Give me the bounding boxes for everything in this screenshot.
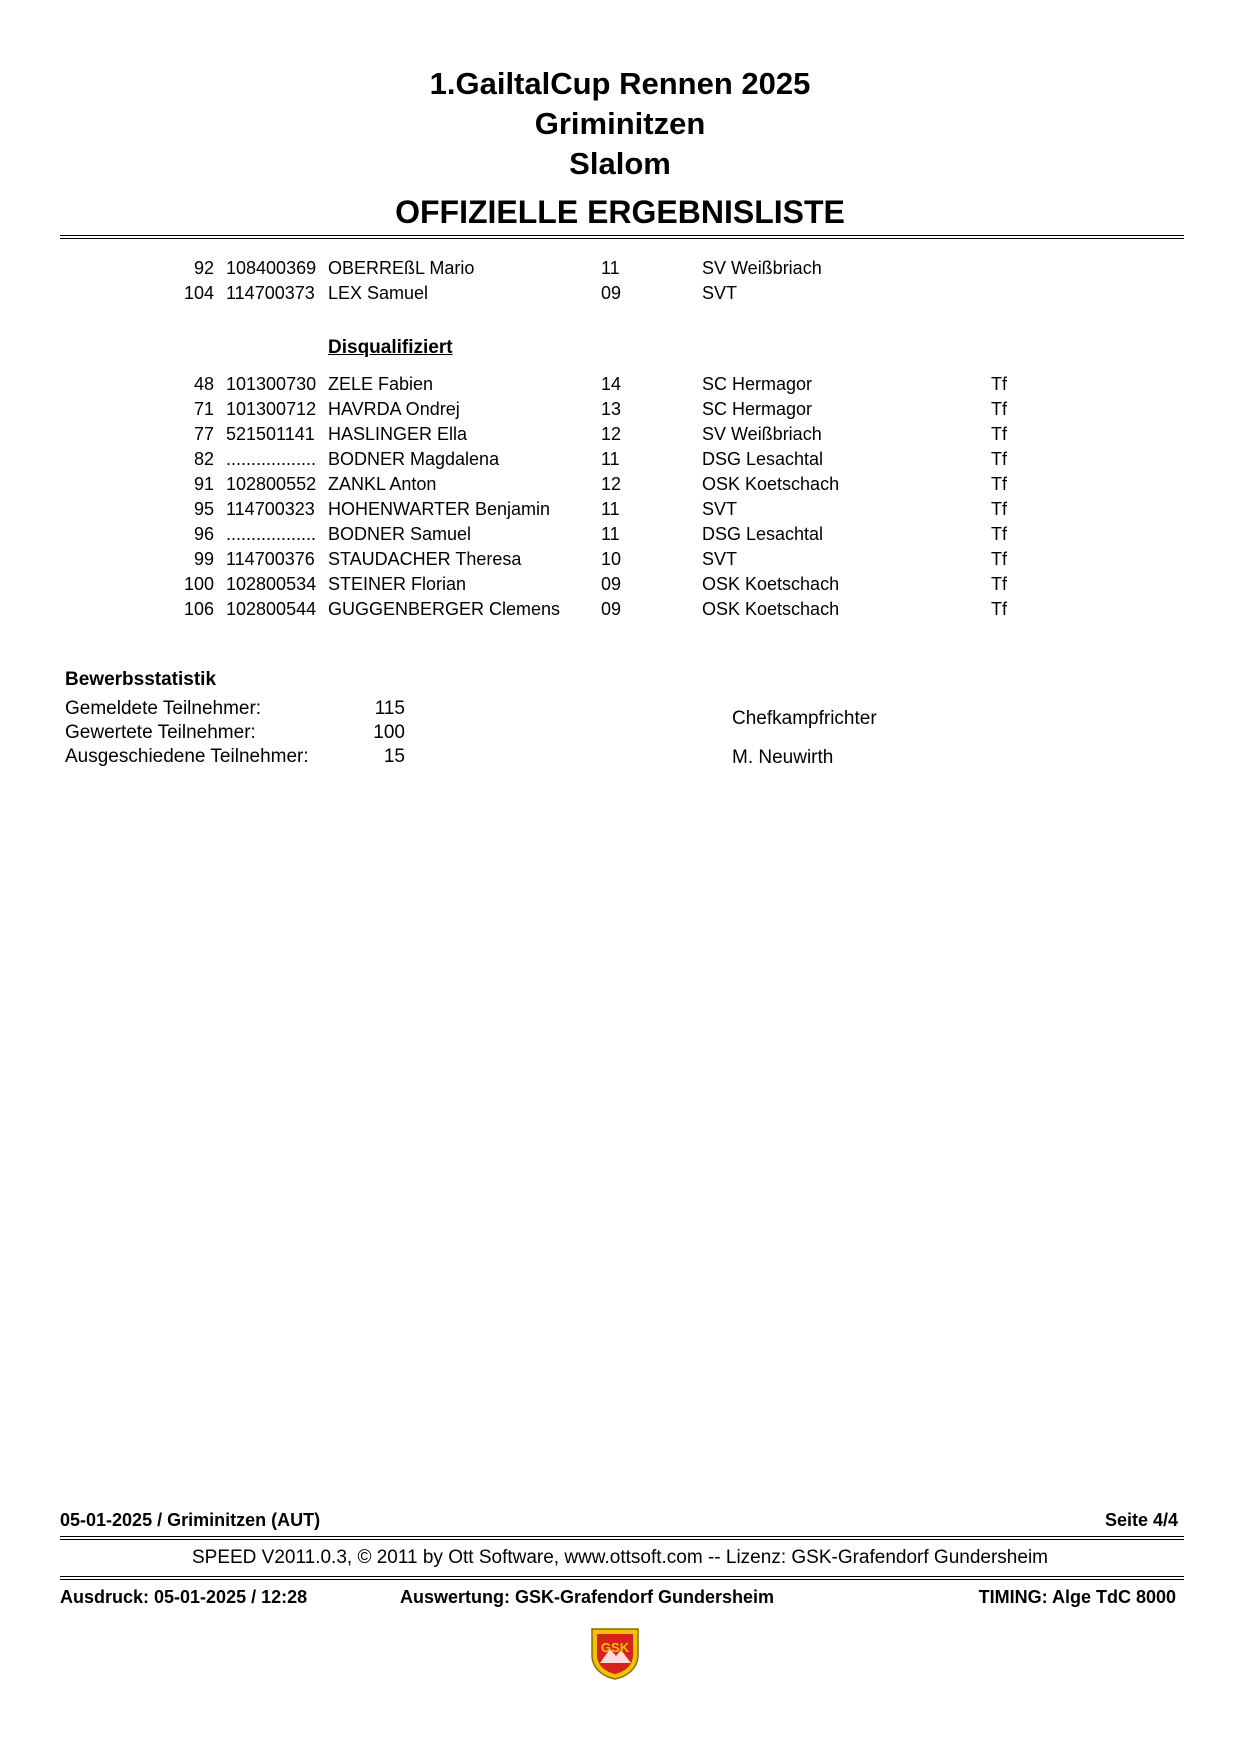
stat-row xyxy=(65,745,405,769)
dsq-row xyxy=(0,422,1240,446)
birth-year: 13 xyxy=(601,399,622,419)
athlete-name: STEINER Florian xyxy=(328,574,467,594)
license-code: 114700373 xyxy=(226,283,315,303)
dsq-row xyxy=(0,572,1240,596)
birth-year: 09 xyxy=(601,574,622,594)
birth-year: 12 xyxy=(601,424,622,444)
athlete-name: HAVRDA Ondrej xyxy=(328,399,460,419)
club: SC Hermagor xyxy=(702,374,813,394)
athlete-name: BODNER Magdalena xyxy=(328,449,500,469)
license-code: 114700376 xyxy=(226,549,315,569)
club: OSK Koetschach xyxy=(702,599,840,619)
license-code: .................. xyxy=(226,524,317,544)
bib-number: 96 xyxy=(193,524,214,544)
stat-row xyxy=(65,697,405,721)
athlete-name: STAUDACHER Theresa xyxy=(328,549,522,569)
bib-number: 100 xyxy=(183,574,214,594)
club: SVT xyxy=(702,283,738,303)
stat-value: 115 xyxy=(374,698,405,719)
judge-role: Chefkampfrichter xyxy=(732,708,877,729)
stat-label: Gewertete Teilnehmer: xyxy=(65,722,256,743)
license-code: .................. xyxy=(226,449,317,469)
stats-title: Bewerbsstatistik xyxy=(65,669,217,690)
stat-label: Ausgeschiedene Teilnehmer: xyxy=(65,746,309,767)
page-number: Seite 4/4 xyxy=(1104,1510,1178,1530)
dsq-row xyxy=(0,522,1240,546)
birth-year: 09 xyxy=(601,599,622,619)
club: DSG Lesachtal xyxy=(702,449,824,469)
dsq-section-title: Disqualifiziert xyxy=(328,337,453,358)
result-row xyxy=(0,281,1240,305)
bib-number: 104 xyxy=(183,283,214,303)
race-title: 1.GailtalCup Rennen 2025 xyxy=(429,66,811,101)
stat-value: 15 xyxy=(383,746,405,767)
club: SV Weißbriach xyxy=(702,424,822,444)
stat-label: Gemeldete Teilnehmer: xyxy=(65,698,262,719)
judge-name: M. Neuwirth xyxy=(732,747,834,768)
stat-row xyxy=(65,721,405,745)
evaluation-club: Auswertung: GSK-Grafendorf Gundersheim xyxy=(400,1587,775,1607)
birth-year: 12 xyxy=(601,474,622,494)
dsq-remark: Tf xyxy=(991,474,1007,494)
dsq-remark: Tf xyxy=(991,549,1007,569)
bib-number: 99 xyxy=(193,549,214,569)
dsq-remark: Tf xyxy=(991,449,1007,469)
club: DSG Lesachtal xyxy=(702,524,824,544)
dsq-row xyxy=(0,597,1240,621)
athlete-name: OBERREßL Mario xyxy=(328,258,475,278)
footer-divider-bottom xyxy=(60,1576,1184,1580)
license-code: 101300730 xyxy=(226,374,317,394)
dsq-row xyxy=(0,372,1240,396)
athlete-name: LEX Samuel xyxy=(328,283,429,303)
footer-divider-top xyxy=(60,1536,1184,1540)
athlete-name: ZELE Fabien xyxy=(328,374,434,394)
athlete-name: HOHENWARTER Benjamin xyxy=(328,499,551,519)
race-discipline: Slalom xyxy=(569,146,671,181)
dsq-remark: Tf xyxy=(991,424,1007,444)
bib-number: 71 xyxy=(193,399,214,419)
dsq-remark: Tf xyxy=(991,599,1007,619)
dsq-row xyxy=(0,547,1240,571)
list-title: OFFIZIELLE ERGEBNISLISTE xyxy=(395,194,845,230)
athlete-name: ZANKL Anton xyxy=(328,474,437,494)
header-divider xyxy=(60,235,1184,239)
athlete-name: HASLINGER Ella xyxy=(328,424,468,444)
dsq-remark: Tf xyxy=(991,574,1007,594)
bib-number: 77 xyxy=(193,424,214,444)
dsq-remark: Tf xyxy=(991,524,1007,544)
club: SVT xyxy=(702,549,738,569)
dsq-row xyxy=(0,497,1240,521)
birth-year: 11 xyxy=(601,499,620,519)
club: SVT xyxy=(702,499,738,519)
club: OSK Koetschach xyxy=(702,474,840,494)
license-code: 521501141 xyxy=(226,424,315,444)
dsq-remark: Tf xyxy=(991,499,1007,519)
license-code: 102800534 xyxy=(226,574,317,594)
license-code: 102800552 xyxy=(226,474,317,494)
club: OSK Koetschach xyxy=(702,574,840,594)
license-code: 108400369 xyxy=(226,258,317,278)
bib-number: 48 xyxy=(193,374,214,394)
birth-year: 10 xyxy=(601,549,622,569)
bib-number: 92 xyxy=(193,258,214,278)
club: SV Weißbriach xyxy=(702,258,822,278)
birth-year: 11 xyxy=(601,524,620,544)
bib-number: 106 xyxy=(183,599,214,619)
athlete-name: GUGGENBERGER Clemens xyxy=(328,599,561,619)
bib-number: 95 xyxy=(193,499,214,519)
birth-year: 11 xyxy=(601,449,620,469)
printout-time: Ausdruck: 05-01-2025 / 12:28 xyxy=(60,1587,308,1607)
birth-year: 09 xyxy=(601,283,622,303)
logo-lettering: GSK xyxy=(600,1640,630,1655)
dsq-remark: Tf xyxy=(991,374,1007,394)
result-row xyxy=(0,256,1240,280)
bib-number: 91 xyxy=(193,474,214,494)
footer-date-place: 05-01-2025 / Griminitzen (AUT) xyxy=(60,1510,321,1530)
stat-value: 100 xyxy=(373,722,405,743)
dsq-remark: Tf xyxy=(991,399,1007,419)
dsq-row xyxy=(0,447,1240,471)
gsk-club-logo xyxy=(588,1625,642,1681)
bib-number: 82 xyxy=(193,449,214,469)
license-code: 101300712 xyxy=(226,399,317,419)
race-location: Griminitzen xyxy=(534,106,706,141)
license-code: 102800544 xyxy=(226,599,317,619)
birth-year: 14 xyxy=(601,374,622,394)
birth-year: 11 xyxy=(601,258,620,278)
club: SC Hermagor xyxy=(702,399,813,419)
dsq-row xyxy=(0,472,1240,496)
software-credit: SPEED V2011.0.3, © 2011 by Ott Software, www.ottsoft.com -- Lizenz: GSK-Grafendorf Gundersheim xyxy=(191,1547,1048,1568)
athlete-name: BODNER Samuel xyxy=(328,524,472,544)
license-code: 114700323 xyxy=(226,499,315,519)
timing-system: TIMING: Alge TdC 8000 xyxy=(978,1587,1176,1607)
dsq-row xyxy=(0,397,1240,421)
